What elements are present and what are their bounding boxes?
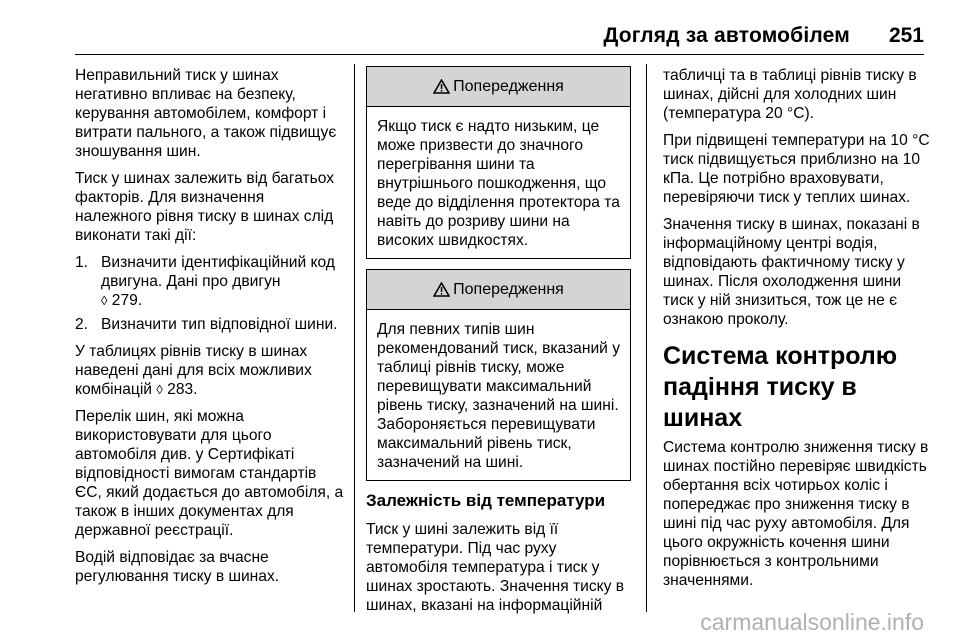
page-header xyxy=(0,0,960,60)
paragraph: Значення тиску в шинах, показані в інформаційному центрі водія, відповідають фактичному тиску у шинах. Після охолодження шини тиск у ній знизиться, тож це не є ознакою проколу. xyxy=(663,216,920,328)
warning-title: Попередження xyxy=(453,281,564,298)
step-text: Визначити тип відповідної шини. xyxy=(101,316,338,333)
page-reference-arrow-icon: ◊ xyxy=(156,382,163,397)
paragraph: Неправильний тиск у шинах негативно впливає на безпеку, керування автомобілем, комфорт і витрати пального, а також підвищує зношування шин. xyxy=(75,67,337,160)
paragraph: Перелік шин, які можна використовувати для цього автомобіля див. у Сертифікаті відповідності вимогам стандартів ЄС, який додається до автомобіля, а також в інших документах для державної реєстрації. xyxy=(75,408,344,539)
list-item xyxy=(75,315,345,334)
paragraph: Тиск у шині залежить від її температури. Під час руху автомобіля температура і тиск у шинах зростають. Значення тиску в шинах, вказані на інформаційній xyxy=(366,521,625,614)
steps-list xyxy=(75,253,345,334)
step-text: Визначити ідентифікаційний код двигуна. Дані про двигун xyxy=(101,254,335,290)
paragraph: Тиск у шинах залежить від багатьох факторів. Для визначення належного рівня тиску в шинах слід виконати такі дії: xyxy=(75,170,335,244)
column-divider xyxy=(646,64,647,612)
warning-triangle-icon xyxy=(433,282,450,297)
paragraph: табличці та в таблиці рівнів тиску в шинах, дійсні для холодних шин (температура 20 °C). xyxy=(663,67,917,122)
header-rule xyxy=(75,54,924,55)
right-column xyxy=(663,66,933,598)
section-title: Догляд за автомобілем xyxy=(603,24,850,47)
column-divider xyxy=(354,64,355,612)
step-number: 2. xyxy=(75,316,89,333)
page-reference-link[interactable]: 279. xyxy=(111,292,143,309)
page-reference-link[interactable]: 283. xyxy=(167,381,198,398)
watermark: carmanualsonline.info xyxy=(700,609,924,635)
section-heading: Система контролю падіння тиску в шинах xyxy=(663,342,898,432)
warning-box xyxy=(366,269,631,481)
paragraph: Система контролю зниження тиску в шинах постійно перевіряє швидкість обертання всіх чотирьох коліс і попереджає про зниження тиску в шині під час руху автомобіля. Для цього окружність кочення шини порівнюється з контрольними значеннями. xyxy=(663,439,929,589)
paragraph: У таблицях рівнів тиску в шинах наведені дані для всіх можливих комбінацій ◊ 283. xyxy=(75,343,312,398)
left-column xyxy=(75,66,345,594)
paragraph: При підвищені температури на 10 °C тиск підвищується приблизно на 10 кПа. Це потрібно враховувати, перевіряючи тиск у теплих шинах. xyxy=(663,132,930,206)
middle-column xyxy=(366,66,631,623)
step-number: 1. xyxy=(75,254,89,271)
warning-text: Якщо тиск є надто низьким, це може призвести до значного перегрівання шини та внутрішнього пошкодження, що веде до відділення протектора та навіть до розриву шини на високих швидкостях. xyxy=(377,118,620,249)
section-heading: Залежність від температури xyxy=(366,491,606,510)
warning-triangle-icon xyxy=(433,79,450,94)
warning-header xyxy=(367,67,630,107)
paragraph: Водій відповідає за вчасне регулювання тиску в шинах. xyxy=(75,549,280,585)
warning-title: Попередження xyxy=(453,78,564,95)
warning-header xyxy=(367,270,630,310)
page-reference-arrow-icon: ◊ xyxy=(101,293,108,308)
warning-box xyxy=(366,66,631,259)
warning-text: Для певних типів шин рекомендований тиск, вказаний у таблиці рівнів тиску, може перевищувати максимальний рівень тиску, зазначений на шині. Забороняється перевищувати максимальний рівень тиск, зазначений на шині. xyxy=(377,321,621,471)
list-item xyxy=(75,253,345,310)
page-number: 251 xyxy=(888,24,924,47)
